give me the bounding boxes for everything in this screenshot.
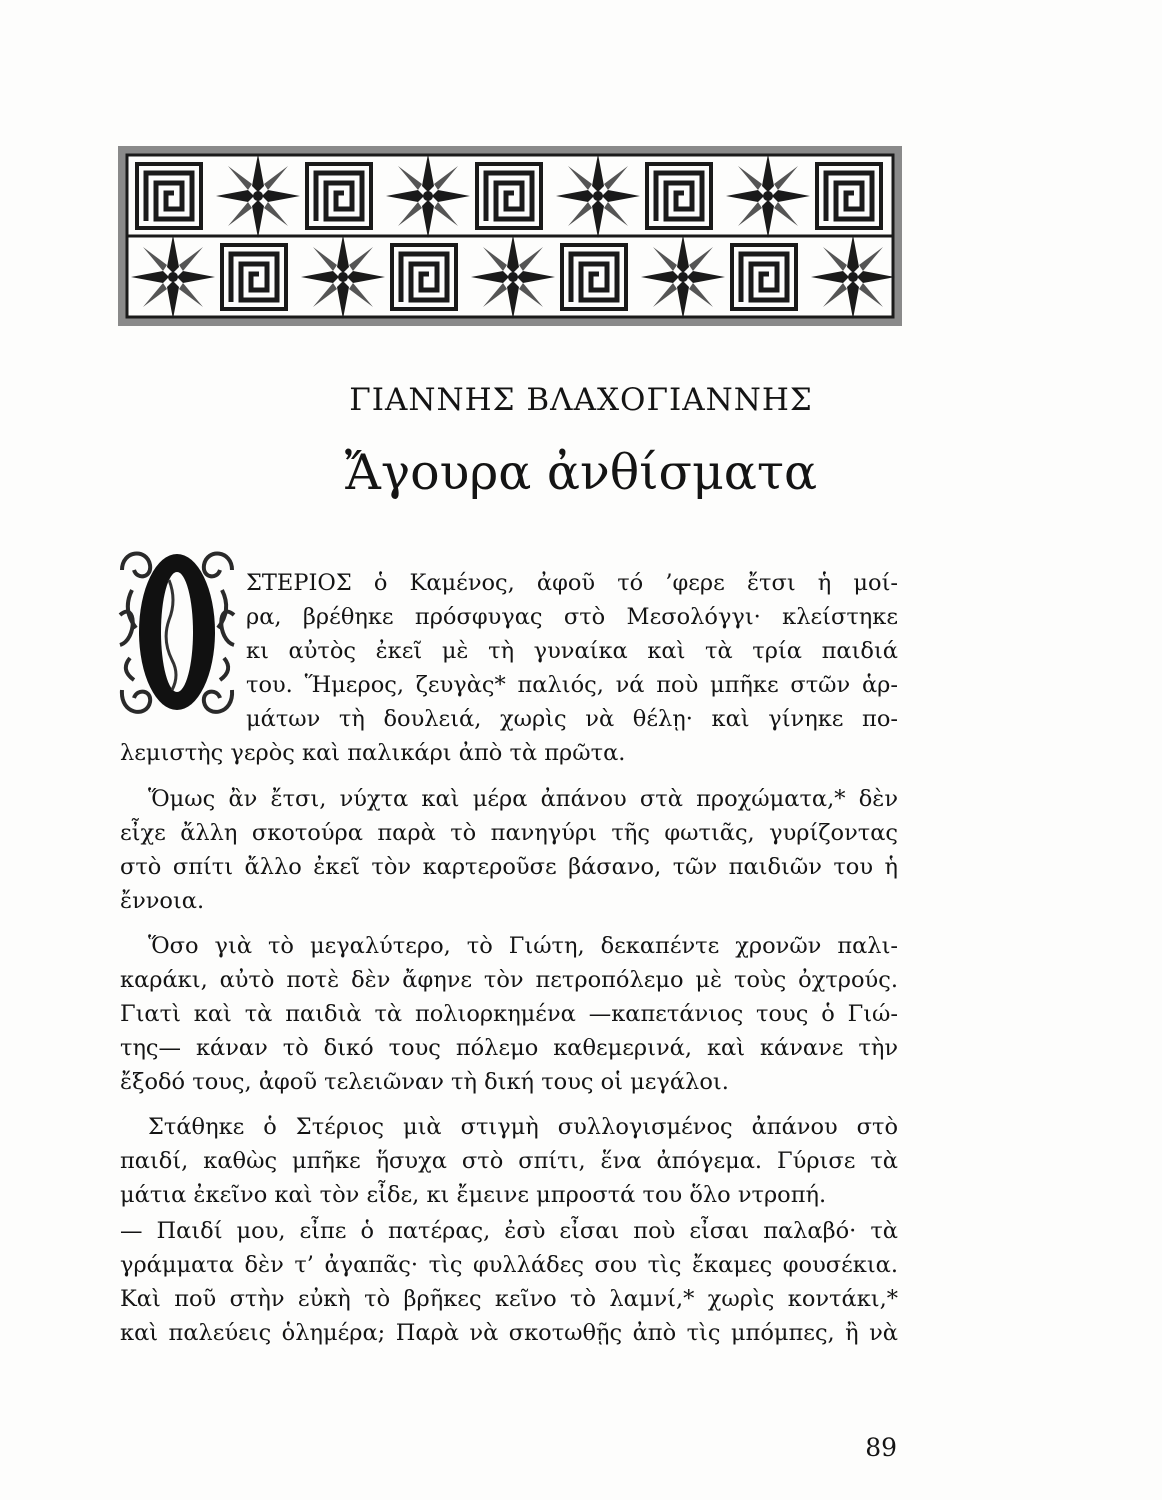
text-line: γράμματα δὲν τ’ ἀγαπᾶς· τὶς φυλλάδες σου τὶς ἔκαμες φουσέκια. (120, 1252, 898, 1278)
text-line: μάτια ἐκεῖνο καὶ τὸν εἶδε, κι ἔμεινε μπροστά του ὅλο ντροπή. (120, 1182, 827, 1208)
text-line: Γιατὶ καὶ τὰ παιδιὰ τὰ πολιορκημένα —καπετάνιος τους ὁ Γιώ- (120, 1001, 898, 1027)
text-line: μάτων τὴ δουλειά, χωρὶς νὰ θέλῃ· καὶ γίνηκε πο- (246, 706, 898, 732)
text-line: Ὅμως ἂν ἔτσι, νύχτα καὶ μέρα ἀπάνου στὰ προχώματα,* δὲν (148, 786, 898, 812)
text-line: εἶχε ἄλλη σκοτούρα παρὰ τὸ πανηγύρι τῆς φωτιᾶς, γυρίζοντας (120, 820, 898, 846)
text-line: ἔξοδό τους, ἀφοῦ τελειῶναν τὴ δική τους οἱ μεγάλοι. (120, 1069, 729, 1095)
text-line: καράκι, αὐτὸ ποτὲ δὲν ἄφηνε τὸν πετροπόλεμο μὲ τοὺς ὀχτρούς. (120, 967, 898, 993)
text-line: παιδί, καθὼς μπῆκε ἥσυχα στὸ σπίτι, ἕνα ἀπόγεμα. Γύρισε τὰ (120, 1148, 898, 1174)
text-line: καὶ παλεύεις ὁλημέρα; Παρὰ νὰ σκοτωθῇς ἀπὸ τὶς μπόμπες, ἢ νὰ (120, 1320, 898, 1346)
text-line: Καὶ ποῦ στὴν εὐκὴ τὸ βρῆκες κεῖνο τὸ λαμνί,* χωρὶς κοντάκι,* (120, 1286, 898, 1312)
text-line: ΣΤΕΡΙΟΣ ὁ Καμένος, ἀφοῦ τό ’φερε ἔτσι ἡ μοί- (246, 570, 898, 596)
text-line: της— κάναν τὸ δικό τους πόλεμο καθεμερινά, καὶ κάνανε τὴν (120, 1035, 898, 1061)
text-line: λεμιστὴς γερὸς καὶ παλικάρι ἀπὸ τὰ πρῶτα. (120, 740, 626, 766)
text-line: — Παιδί μου, εἶπε ὁ πατέρας, ἐσὺ εἶσαι ποὺ εἶσαι παλαβό· τὰ (120, 1218, 898, 1244)
page-number: 89 (865, 1433, 897, 1462)
text-line: κι αὐτὸς ἐκεῖ μὲ τὴ γυναίκα καὶ τὰ τρία παιδιά (246, 638, 898, 664)
text-line: ρα, βρέθηκε πρόσφυγας στὸ Μεσολόγγι· κλείστηκε (246, 604, 898, 630)
dropcap-o-icon (112, 540, 242, 725)
story-title: Ἄγουρα ἀνθίσματα (344, 444, 818, 501)
text-line: Ὅσο γιὰ τὸ μεγαλύτερο, τὸ Γιώτη, δεκαπέντε χρονῶν παλι- (148, 933, 898, 959)
author-name: ΓΙΑΝΝΗΣ ΒΛΑΧΟΓΙΑΝΝΗΣ (349, 382, 813, 418)
text-line: Στάθηκε ὁ Στέριος μιὰ στιγμὴ συλλογισμένος ἀπάνου στὸ (148, 1114, 898, 1140)
meander-ornament-band (117, 145, 903, 327)
text-line: στὸ σπίτι ἄλλο ἐκεῖ τὸν καρτεροῦσε βάσανο, τῶν παιδιῶν του ἡ (120, 854, 898, 880)
text-line: του. Ἥμερος, ζευγὰς* παλιός, νά ποὺ μπῆκε στῶν ἁρ- (246, 672, 898, 698)
text-line: ἔννοια. (120, 888, 205, 914)
